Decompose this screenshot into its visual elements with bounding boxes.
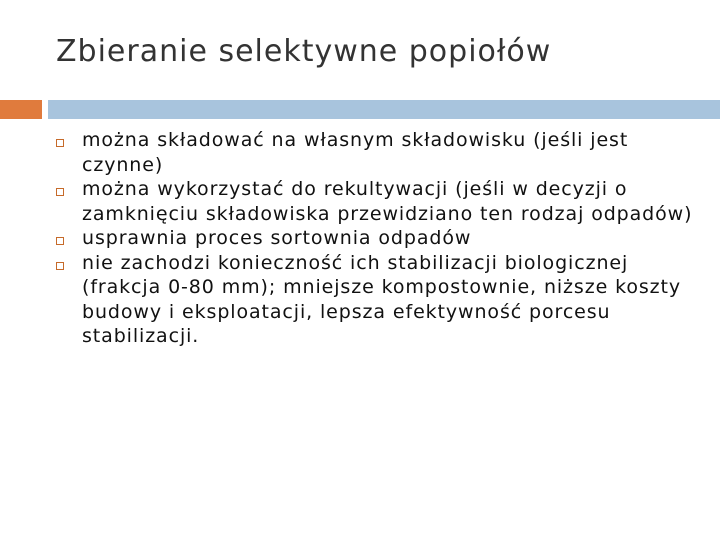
bullet-text: usprawnia proces sortownia odpadów <box>82 227 472 249</box>
square-bullet-icon <box>56 262 64 270</box>
bullet-item <box>56 251 696 349</box>
bullet-list <box>56 128 696 349</box>
bullet-text: można wykorzystać do rekultywacji (jeśli w decyzji o zamknięciu składowiska przewidziano ten rodzaj odpadów) <box>82 178 693 225</box>
square-bullet-icon <box>56 237 64 245</box>
bullet-item <box>56 128 696 177</box>
bullet-item <box>56 177 696 226</box>
bullet-item <box>56 226 696 251</box>
square-bullet-icon <box>56 188 64 196</box>
square-bullet-icon <box>56 139 64 147</box>
accent-bar-right <box>48 100 720 119</box>
bullet-text: można składować na własnym składowisku (jeśli jest czynne) <box>82 129 629 176</box>
slide-title: Zbieranie selektywne popiołów <box>56 34 552 69</box>
accent-bar-left <box>0 100 42 119</box>
bullet-text: nie zachodzi konieczność ich stabilizacji biologicznej (frakcja 0-80 mm); mniejsze kompostownie, niższe koszty budowy i eksploatacji, lepsza efektywność porcesu stabilizacji. <box>82 251 682 347</box>
